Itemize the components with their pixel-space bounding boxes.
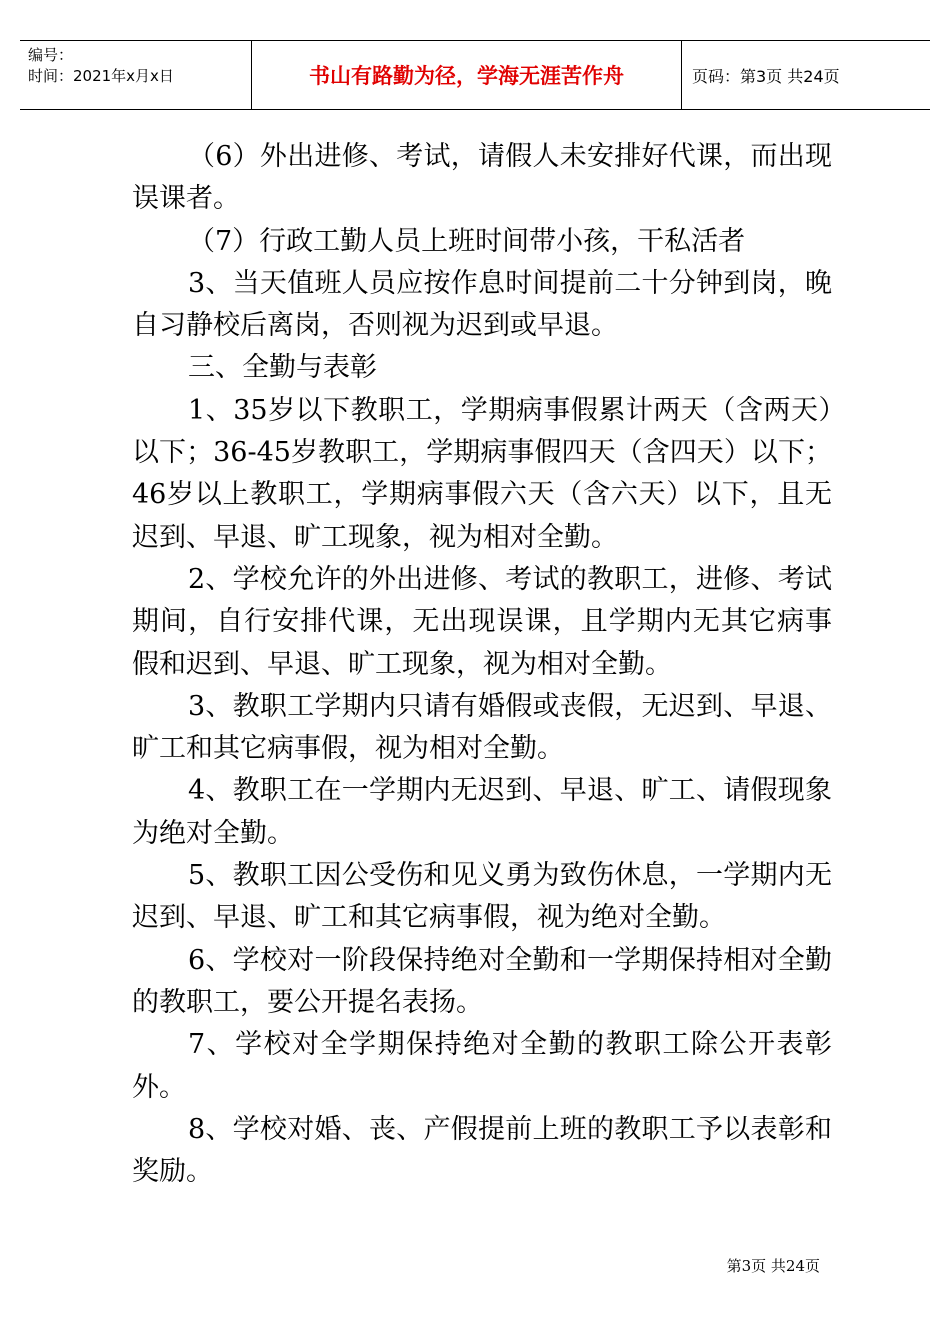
document-number-label: 编号： — [28, 46, 74, 64]
paragraph: 2、学校允许的外出进修、考试的教职工，进修、考试期间，自行安排代课，无出现误课，且学期内无其它病事假和迟到、早退、旷工现象，视为相对全勤。 — [132, 563, 832, 680]
document-time-label: 时间：2021年x月x日 — [28, 67, 174, 85]
paragraph: 3、当天值班人员应按作息时间提前二十分钟到岗，晚自习静校后离岗，否则视为迟到或早退。 — [132, 267, 832, 342]
document-body — [132, 136, 832, 1193]
paragraph: 5、教职工因公受伤和见义勇为致伤休息，一学期内无迟到、早退、旷工和其它病事假，视为绝对全勤。 — [132, 860, 832, 934]
paragraph: 8、学校对婚、丧、产假提前上班的教职工予以表彰和奖励。 — [132, 1113, 832, 1188]
paragraph: 1、35岁以下教职工，学期病事假累计两天（含两天）以下；36-45岁教职工，学期病事假四天（含四天）以下；46岁以上教职工，学期病事假六天（含六天）以下，且无迟到、早退、旷工现象，视为相对全勤。 — [132, 394, 832, 553]
paragraph: 3、教职工学期内只请有婚假或丧假，无迟到、早退、旷工和其它病事假，视为相对全勤。 — [132, 690, 832, 765]
paragraph: 4、教职工在一学期内无迟到、早退、旷工、请假现象为绝对全勤。 — [132, 775, 832, 849]
header-motto: 书山有路勤为径，学海无涯苦作舟 — [252, 41, 682, 109]
page-footer: 第3页 共24页 — [726, 1257, 820, 1275]
paragraph: （6）外出进修、考试，请假人未安排好代课，而出现误课者。 — [132, 141, 832, 215]
paragraph: （7）行政工勤人员上班时间带小孩，干私活者 — [188, 225, 746, 257]
paragraph: 6、学校对一阶段保持绝对全勤和一学期保持相对全勤的教职工，要公开提名表扬。 — [132, 944, 832, 1018]
header-meta — [20, 41, 252, 109]
section-heading: 三、全勤与表彰 — [188, 352, 377, 384]
paragraph: 7、学校对全学期保持绝对全勤的教职工除公开表彰外。 — [132, 1029, 832, 1103]
header-page-info: 页码：第3页 共24页 — [692, 66, 840, 86]
page-header — [20, 40, 930, 110]
